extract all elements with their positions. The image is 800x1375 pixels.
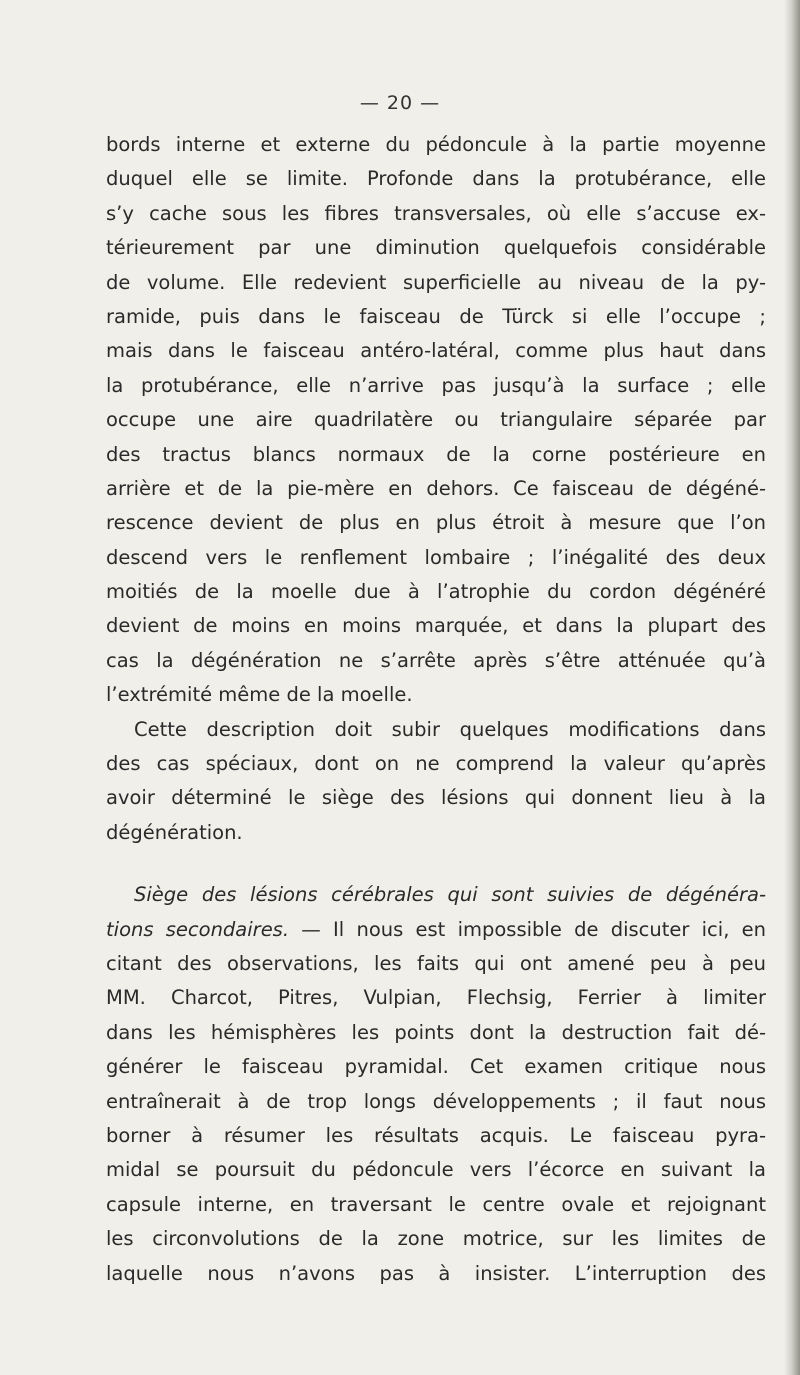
page-edge-shadow bbox=[784, 0, 800, 1375]
text-line: ramide, puis dans le faisceau de Türck si elle l’occupe ; bbox=[106, 304, 766, 328]
text-line: midal se poursuit du pédoncule vers l’écorce en suivant la bbox=[106, 1158, 766, 1182]
paragraph-2 bbox=[106, 713, 766, 851]
text-line: bords interne et externe du pédoncule à la partie moyenne bbox=[106, 133, 766, 156]
text-line: arrière et de la pie-mère en dehors. Ce faisceau de dégéné- bbox=[106, 476, 766, 500]
section-heading-line-2 bbox=[106, 913, 766, 947]
text-line: de volume. Elle redevient superficielle au niveau de la py- bbox=[106, 270, 766, 294]
section-heading-line: Siège des lésions cérébrales qui sont suivies de dégénéra- bbox=[134, 883, 766, 907]
text-line: térieurement par une diminution quelquefois considérable bbox=[106, 236, 766, 260]
text-line: l’extrémité même de la moelle. bbox=[106, 683, 413, 707]
text-line: générer le faisceau pyramidal. Cet examen critique nous bbox=[106, 1055, 766, 1079]
text-line: s’y cache sous les fibres transversales, où elle s’accuse ex- bbox=[106, 201, 766, 225]
paragraph-gap bbox=[106, 850, 766, 878]
text-line: duquel elle se limite. Profonde dans la protubérance, elle bbox=[106, 167, 766, 191]
text-line: moitiés de la moelle due à l’atrophie du cordon dégénéré bbox=[106, 580, 766, 604]
text-line: borner à résumer les résultats acquis. Le faisceau pyra- bbox=[106, 1123, 766, 1147]
text-line: occupe une aire quadrilatère ou triangulaire séparée par bbox=[106, 408, 766, 432]
text-line: descend vers le renflement lombaire ; l’inégalité des deux bbox=[106, 545, 766, 569]
text-line: la protubérance, elle n’arrive pas jusqu’à la surface ; elle bbox=[106, 373, 766, 397]
text-line: avoir déterminé le siège des lésions qui donnent lieu à la bbox=[106, 786, 766, 810]
text-line: citant des observations, les faits qui ont amené peu à peu bbox=[106, 951, 766, 975]
text-line: laquelle nous n’avons pas à insister. L’interruption des bbox=[106, 1261, 766, 1285]
text-line: des tractus blancs normaux de la corne postérieure en bbox=[106, 442, 766, 466]
text-line: cas la dégénération ne s’arrête après s’être atténuée qu’à bbox=[106, 648, 766, 672]
text-line: les circonvolutions de la zone motrice, sur les limites de bbox=[106, 1227, 766, 1251]
text-line: dégénération. bbox=[106, 820, 243, 844]
text-line: MM. Charcot, Pitres, Vulpian, Flechsig, Ferrier à limiter bbox=[106, 986, 766, 1010]
text-run: — Il nous est impossible de discuter ici, en bbox=[289, 917, 766, 941]
page-number: — 20 — bbox=[359, 92, 441, 114]
text-line: rescence devient de plus en plus étroit à mesure que l’on bbox=[106, 511, 766, 535]
paragraph-3 bbox=[106, 878, 766, 1291]
text-line: des cas spéciaux, dont on ne comprend la valeur qu’après bbox=[106, 752, 766, 776]
section-heading-end: tions secondaires. bbox=[106, 917, 290, 941]
body-text bbox=[106, 128, 766, 1291]
text-line: Cette description doit subir quelques modifications dans bbox=[134, 717, 766, 741]
text-line: capsule interne, en traversant le centre ovale et rejoignant bbox=[106, 1192, 766, 1216]
text-line: dans les hémisphères les points dont la destruction fait dé- bbox=[106, 1020, 766, 1044]
paragraph-1 bbox=[106, 128, 766, 713]
text-line: devient de moins en moins marquée, et dans la plupart des bbox=[106, 614, 766, 638]
text-line: mais dans le faisceau antéro-latéral, comme plus haut dans bbox=[106, 339, 766, 363]
text-line: entraînerait à de trop longs développements ; il faut nous bbox=[106, 1089, 766, 1113]
